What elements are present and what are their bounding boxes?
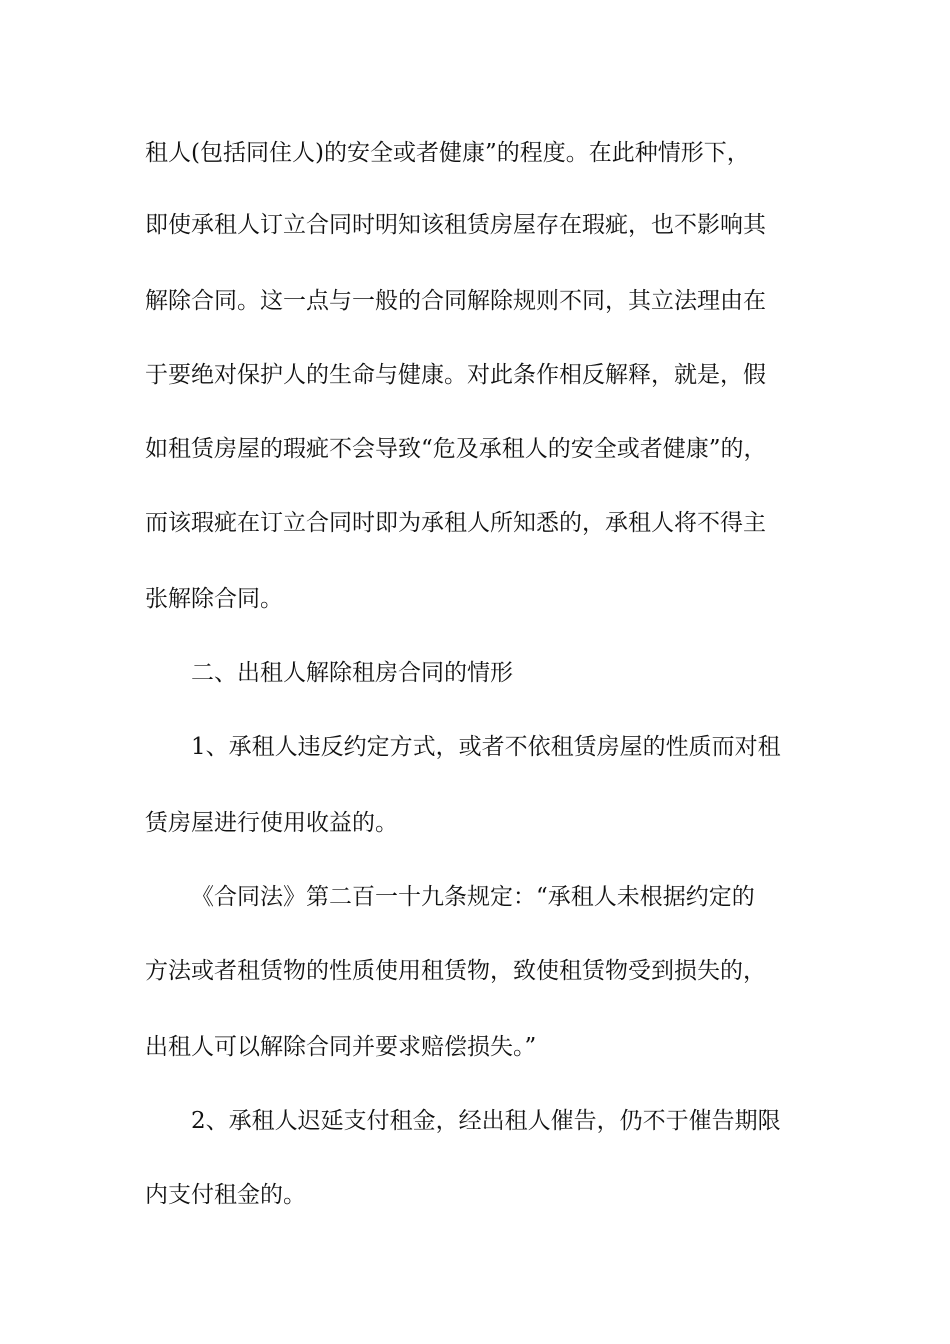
text-line-15: 内支付租金的。: [145, 1182, 306, 1208]
text-line-5: 如租赁房屋的瑕疵不会导致“危及承租人的安全或者健康”的，: [145, 436, 767, 462]
text-line-4: 于要绝对保护人的生命与健康。对此条作相反解释，就是，假: [145, 362, 766, 388]
text-line-14: 2、承租人迟延支付租金，经出租人催告，仍不于催告期限: [191, 1108, 781, 1134]
text-line-1: 租人(包括同住人)的安全或者健康”的程度。在此种情形下，: [145, 140, 750, 166]
section-heading: 二、出租人解除租房合同的情形: [191, 660, 513, 686]
text-line-13: 出租人可以解除合同并要求赔偿损失。”: [145, 1034, 537, 1060]
text-line-11: 《合同法》第二百一十九条规定：“承租人未根据约定的: [191, 884, 755, 910]
text-line-10: 赁房屋进行使用收益的。: [145, 810, 398, 836]
text-line-3: 解除合同。这一点与一般的合同解除规则不同，其立法理由在: [145, 288, 766, 314]
text-line-9: 1、承租人违反约定方式，或者不依租赁房屋的性质而对租: [191, 734, 781, 760]
text-line-2: 即使承租人订立合同时明知该租赁房屋存在瑕疵，也不影响其: [145, 212, 766, 238]
text-line-6: 而该瑕疵在订立合同时即为承租人所知悉的，承租人将不得主: [145, 510, 766, 536]
text-line-7: 张解除合同。: [145, 586, 283, 612]
text-line-12: 方法或者租赁物的性质使用租赁物，致使租赁物受到损失的，: [145, 958, 766, 984]
